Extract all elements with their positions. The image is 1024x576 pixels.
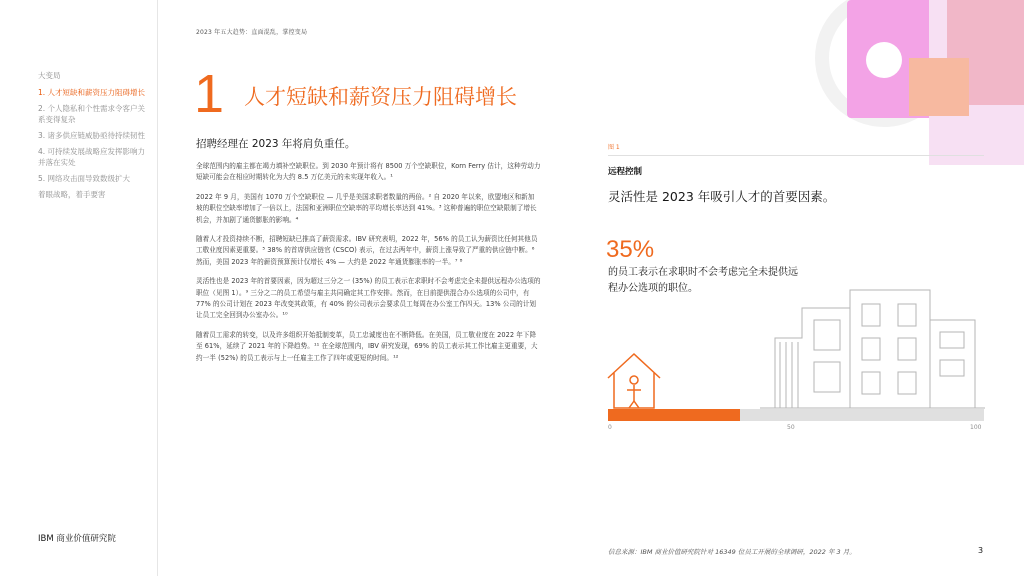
body-text [196, 137, 541, 372]
decorative-graphic [789, 0, 1024, 165]
toc-item-sustainability[interactable]: 4. 可持续发展战略应发挥影响力并落在实处 [38, 147, 146, 167]
paragraph: 随着员工需求的转变，以及许多组织开始抵制变革，员工忠诚度也在不断降低。在美国，员工敬业度在 2022 年下降至 61%，延续了 2021 年的下降趋势。¹¹ 在全球范围内，IBV 研究发现，69% 的员工表示其工作比雇主更重要，大约一半 (52%) 的员工表示与上一任雇主工作了四年或更短的时间。¹² [196, 330, 538, 362]
lead-paragraph: 招聘经理在 2023 年将肩负重任。 [196, 138, 356, 150]
paragraph: 灵活性也是 2023 年的首要因素，因为超过三分之一 (35%) 的员工表示在求职时不会考虑完全未提供远程办公选项的职位（见图 1）。⁹ 三分之二的员工希望与雇主共同确定其工作安排。然而，在目前提供混合办公选项的公司中，有 77% 的公司计划在 2023 年改变其政策，有 40% 的公司表示会要求员工每周在办公室工作四天。13% 公司的计划让员工完全回到办公室办公。¹⁰ [196, 277, 541, 320]
toc-item-strategy[interactable]: 着眼战略，着手要害 [38, 190, 106, 199]
table-of-contents [38, 70, 150, 205]
toc-item-talent[interactable]: 1. 人才短缺和薪资压力阻碍增长 [38, 88, 146, 97]
toc-item-cyber[interactable]: 5. 网络攻击面导致数级扩大 [38, 174, 131, 183]
source-note: 信息来源：IBM 商业价值研究院针对 16349 位员工开展的全球调研，2022 年 3 月。 [608, 548, 856, 556]
paragraph: 随着人才投资持续不断，招聘短缺已推高了薪资需求。IBV 研究表明，2022 年，56% 的员工认为薪资比任何其他员工敬业度因素更重要。⁵ 38% 的首席供应链官 (CSCO) 表示，在过去两年中，薪资上涨导致了严重的供应链中断。⁶ 然而，美国 2023 年的薪资预算预计仅增长 4% — 大约是 2022 年通货膨胀率的一半。⁷ ⁸ [196, 235, 538, 266]
stat-description: 的员工表示在求职时不会考虑完全未提供远程办公选项的职位。 [608, 267, 798, 294]
stat-value: 35% [606, 236, 655, 263]
house-icon [608, 354, 660, 408]
figure-subtitle: 远程控制 [608, 167, 643, 177]
progress-bar-fill [608, 409, 740, 421]
axis-tick-label: 100 [970, 424, 982, 431]
paragraph: 全球范围内的雇主都在竭力填补空缺职位。到 2030 年预计将有 8500 万个空缺职位，Korn Ferry 估计，这种劳动力短缺可能会在相应时期转化为大约 8.5 万亿美元的未实现年收入。¹ [196, 162, 541, 182]
axis-tick-label: 50 [787, 424, 795, 431]
buildings-illustration [600, 280, 990, 410]
progress-bar [608, 409, 984, 421]
page-number: 3 [978, 546, 984, 555]
brand-logo-text: IBM 商业价值研究院 [38, 534, 116, 544]
figure-title: 灵活性是 2023 年吸引人才的首要因素。 [608, 189, 836, 204]
chapter-title: 人才短缺和薪资压力阻碍增长 [244, 85, 517, 109]
toc-item-supply-chain[interactable]: 3. 诸多供应链威胁亟待持续韧性 [38, 131, 146, 140]
running-header: 2023 年五大趋势：直面混乱，掌控变局 [196, 29, 308, 36]
office-buildings-icon [760, 290, 985, 408]
divider [608, 155, 984, 156]
chapter-number: 1 [194, 64, 225, 124]
axis-tick-label: 0 [608, 424, 612, 431]
toc-item-overview[interactable]: 大变局 [38, 71, 61, 80]
figure-label: 图 1 [608, 144, 620, 151]
sidebar [0, 0, 158, 576]
toc-item-privacy[interactable]: 2. 个人隐私和个性需求令客户关系变得复杂 [38, 104, 146, 124]
paragraph: 2022 年 9 月，美国有 1070 万个空缺职位 — 几乎是美国求职者数量的两倍。² 自 2020 年以来，欧盟地区和新加坡的职位空缺率增加了一倍以上，法国和亚洲职位空缺率的平均增长率达到 41%。³ 这种普遍的职位空缺限制了增长机会，并加剧了通货膨胀的影响。⁴ [196, 192, 537, 224]
